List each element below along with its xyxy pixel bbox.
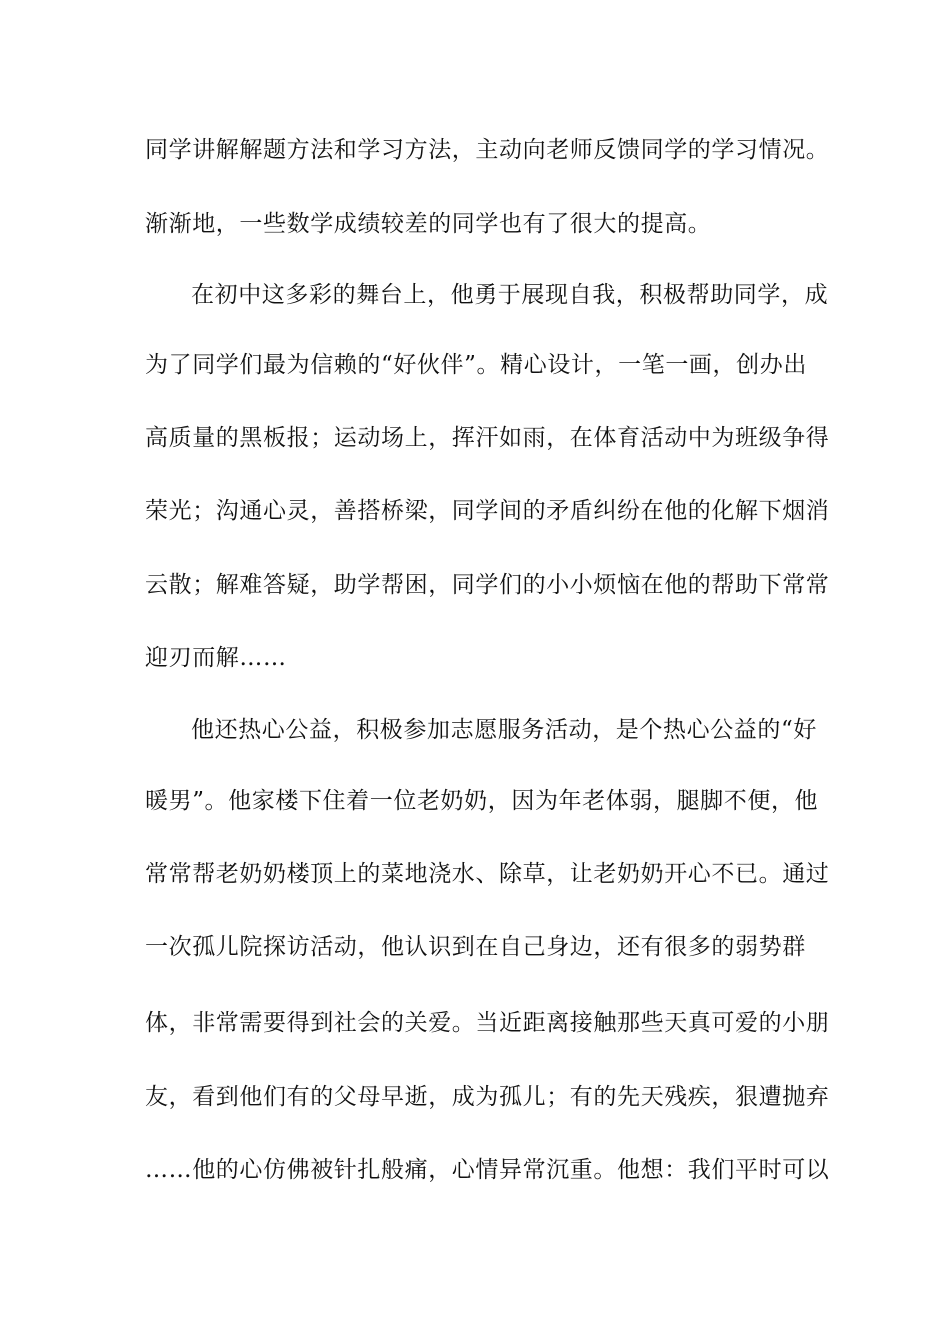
text-line: 为了同学们最为信赖的“好伙伴”。精心设计，一笔一画，创办出 bbox=[145, 352, 807, 378]
text-line: 高质量的黑板报；运动场上，挥汗如雨，在体育活动中为班级争得 bbox=[145, 425, 830, 451]
text-line: 一次孤儿院探访活动，他认识到在自己身边，还有很多的弱势群 bbox=[145, 934, 806, 960]
text-line: 暖男”。他家楼下住着一位老奶奶，因为年老体弱，腿脚不便，他 bbox=[145, 788, 819, 814]
text-line: 渐渐地，一些数学成绩较差的同学也有了很大的提高。 bbox=[145, 211, 712, 237]
text-line: 体，非常需要得到社会的关爱。当近距离接触那些天真可爱的小朋 bbox=[145, 1010, 830, 1036]
text-line: 迎刃而解…… bbox=[145, 645, 287, 671]
text-line: 云散；解难答疑，助学帮困，同学们的小小烦恼在他的帮助下常常 bbox=[145, 572, 830, 598]
text-line: 常常帮老奶奶楼顶上的菜地浇水、除草，让老奶奶开心不已。通过 bbox=[145, 861, 830, 887]
text-line: 荣光；沟通心灵，善搭桥梁，同学间的矛盾纠纷在他的化解下烟消 bbox=[145, 498, 830, 524]
text-line: ……他的心仿佛被针扎般痛，心情异常沉重。他想：我们平时可以 bbox=[145, 1157, 830, 1183]
text-line: 同学讲解解题方法和学习方法，主动向老师反馈同学的学习情况。 bbox=[145, 137, 830, 163]
text-line: 友，看到他们有的父母早逝，成为孤儿；有的先天残疾，狠遭抛弃 bbox=[145, 1084, 830, 1110]
paragraph-start-line: 在初中这多彩的舞台上，他勇于展现自我，积极帮助同学，成 bbox=[191, 282, 829, 308]
paragraph-start-line: 他还热心公益，积极参加志愿服务活动，是个热心公益的“好 bbox=[191, 717, 817, 743]
